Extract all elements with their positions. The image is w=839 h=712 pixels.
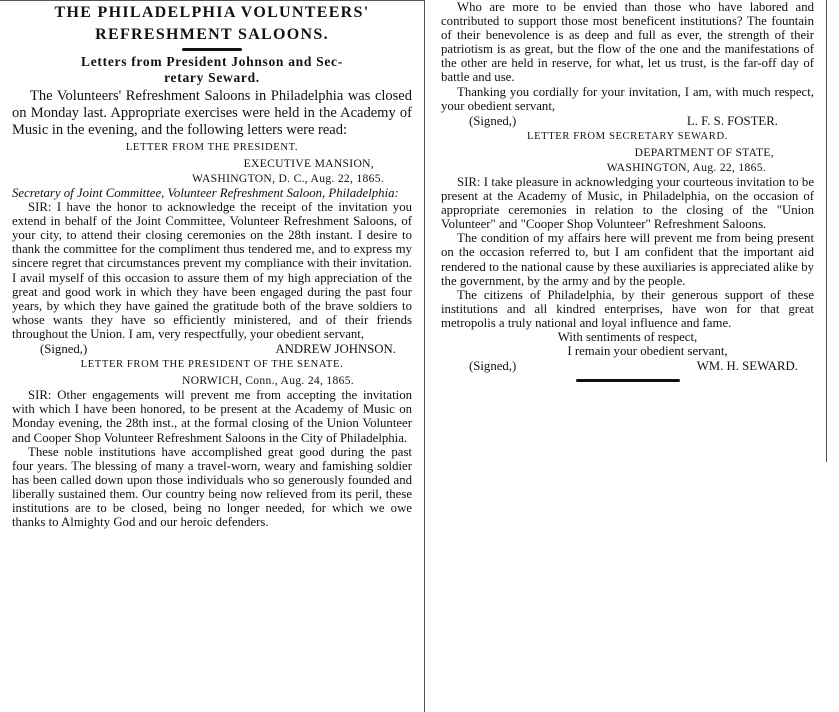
president-letter-heading: LETTER FROM THE PRESIDENT. [125,142,299,153]
signer-name: ANDREW JOHNSON. [275,342,396,357]
seward-letter-para1: SIR: I take pleasure in acknowledging your courteous invitation to be present at the Academy of Music, in Philadelphia, on the occasion of appropriate ceremonies in relation to the closing of the "Union Volunteer" and "Cooper Shop Volunteer" Refreshment Saloons. [441,174,814,232]
seward-letter-closing2: I remain your obedient servant, [567,344,728,359]
seward-letter-closing1: With sentiments of respect, [557,329,698,344]
signer-name: WM. H. SEWARD. [696,359,798,374]
left-column [12,0,412,529]
president-letter-body: SIR: I have the honor to acknowledge the receipt of the invitation you extend in behalf of the Joint Committee, Volunteer Refreshment Saloons, of your city, to attend their closing ceremonies on the 28th instant. I desire to thank the committee for the compliment thus tendered me, and to express my sincere regret that circumstances prevent my compliance with their invitation. I avail myself of this occasion to assure them of my high appreciation of the great and good work in which they have been engaged during the past four years, by which they have gained the gratitude both of the brave soldiers to whose wants they have so efficiently ministered, and of their friends throughout the Union. I am, very respectfully, your obedient servant, [12,200,413,341]
title-divider [182,48,242,51]
article-intro: The Volunteers' Refreshment Saloons in Philadelphia was closed on Monday last. Appropriate exercises were held in the Academy of Music in the evening, and the following letters were read: [12,88,412,138]
seward-letter-dateline: WASHINGTON, Aug. 22, 1865. [606,160,766,174]
signed-label: (Signed,) [469,359,517,374]
seward-letter-para3: The citizens of Philadelphia, by their generous support of these institutions and all kindred enterprises, have won for that great metropolis a truly national and loyal influence and fame. [441,287,814,330]
right-column [441,0,814,385]
signer-name: L. F. S. FOSTER. [686,113,778,128]
senate-letter-signature [441,114,814,128]
senate-letter-para2: These noble institutions have accomplished great good during the past four years. The blessing of many a travel-worn, weary and famishing soldier has been called down upon those individuals who so generously founded and liberally sustained them. Our country being now relieved from its peril, these institutions are to be closed, being no longer needed, for which we owe thanks to Almighty God and our heroic defenders. [12,444,412,530]
senate-letter-para4: Thanking you cordially for your invitation, I am, with much respect, your obedient servant, [441,84,814,113]
seward-letter-heading: LETTER FROM SECRETARY SEWARD. [527,130,728,142]
seward-letter-place: DEPARTMENT OF STATE, [634,145,774,159]
article-title-line1: THE PHILADELPHIA VOLUNTEERS' [54,4,370,21]
president-letter-place: EXECUTIVE MANSION, [243,157,374,170]
senate-letter-para3: Who are more to be envied than those who have labored and contributed to support those most beneficent institutions? The fountain of their benevolence is as deep and full as ever, the strength of their patriotism is as great, but the flow of the one and the manifestations of the other are held in reserve, for what, let us trust, is the far-off day of battle and use. [441,0,814,85]
article-subhead-line1: Letters from President Johnson and Sec- [81,54,343,69]
article-subhead-line2: retary Seward. [164,70,260,85]
column-rule [424,0,425,712]
senate-letter-dateline: NORWICH, Conn., Aug. 24, 1865. [182,374,354,388]
article-title-line2: REFRESHMENT SALOONS. [95,26,329,43]
senate-letter-para1: SIR: Other engagements will prevent me from accepting the invitation with which I have been honored, to be present at the Academy of Music on Monday evening, the 28th inst., at the formal closing of the Union Volunteer and Cooper Shop Volunteer Refreshment Saloons in the City of Philadelphia. [12,388,413,445]
president-letter-signature [12,342,412,356]
seward-letter-signature [441,359,814,373]
seward-letter-para2: The condition of my affairs here will prevent me from being present on the occasion referred to, but I am confident that the important aid rendered to the national cause by these auxiliaries is appreciated alike by the government, by the army and by the people. [441,231,814,288]
right-column-rule [826,0,827,462]
president-letter-dateline: WASHINGTON, D. C., Aug. 22, 1865. [192,172,384,185]
president-letter-addressee: Secretary of Joint Committee, Volunteer Refreshment Saloon, Philadelphia: [12,186,399,200]
signed-label: (Signed,) [40,342,88,357]
signed-label: (Signed,) [469,113,517,128]
end-divider [576,379,680,382]
senate-letter-heading: LETTER FROM THE PRESIDENT OF THE SENATE. [80,359,344,371]
